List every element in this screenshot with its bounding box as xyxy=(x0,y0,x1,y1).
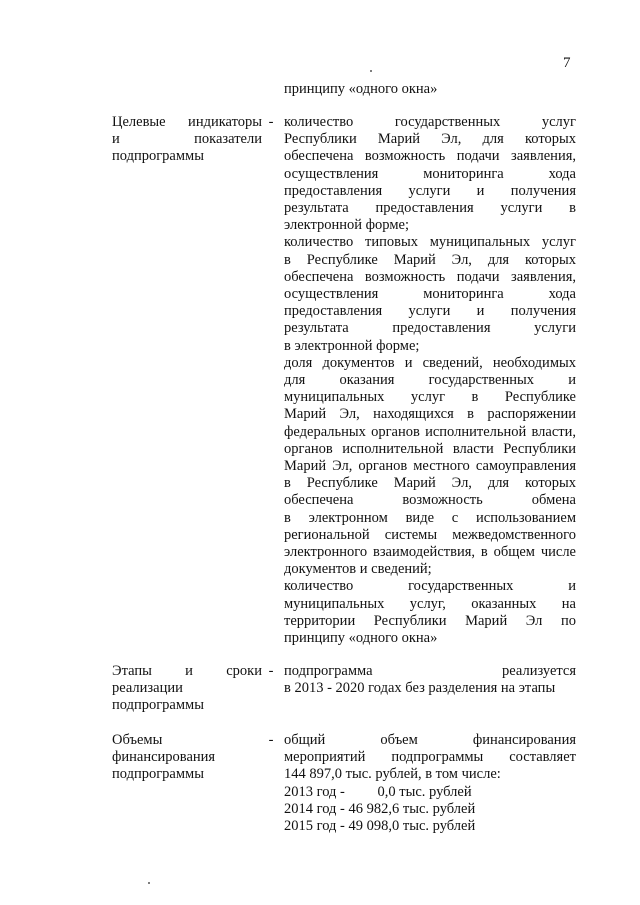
scan-speck xyxy=(148,882,150,884)
value-line: для оказания государственных и xyxy=(284,372,576,389)
value-line: общий объем финансирования xyxy=(284,732,576,748)
value-line: электронной форме; xyxy=(284,217,409,234)
label-line: подпрограммы xyxy=(112,148,204,165)
row-value xyxy=(284,114,576,647)
value-line: Марий Эл, органов местного самоуправления xyxy=(284,458,576,475)
value-line: электронного взаимодействия, в общем числе xyxy=(284,544,576,561)
row-dash: - xyxy=(268,732,274,748)
value-line: в электронном виде с использованием xyxy=(284,509,576,526)
value-line: осуществления мониторинга хода xyxy=(284,286,576,303)
value-line: Республики Марий Эл, для которых xyxy=(284,131,576,148)
value-line: обеспечена возможность подачи заявления, xyxy=(284,148,576,165)
value-line: органов исполнительной власти Республики xyxy=(284,440,576,457)
row-value xyxy=(284,663,576,697)
value-line: осуществления мониторинга хода xyxy=(284,165,576,182)
page-number: 7 xyxy=(563,55,571,71)
value-line: Марий Эл, находящихся в распоряжении xyxy=(284,406,576,423)
continuation-text: принципу «одного окна» xyxy=(284,81,438,97)
value-line: в Республике Марий Эл, для которых xyxy=(284,251,576,268)
label-line: финансирования xyxy=(112,749,216,766)
value-line: 2015 год - 49 098,0 тыс. рублей xyxy=(284,818,476,835)
row-dash: - xyxy=(268,114,274,130)
value-line: обеспечена возможность подачи заявления, xyxy=(284,268,576,285)
row-label xyxy=(112,114,262,166)
label-line: Целевые индикаторы xyxy=(112,114,262,130)
value-line: 144 897,0 тыс. рублей, в том числе: xyxy=(284,766,501,783)
value-line: доля документов и сведений, необходимых xyxy=(284,354,576,371)
value-line: муниципальных услуг, оказанных на xyxy=(284,595,576,612)
row-label xyxy=(112,732,262,784)
value-line: количество государственных услуг xyxy=(284,114,576,130)
value-line: количество государственных и xyxy=(284,578,576,595)
value-line: в 2013 - 2020 годах без разделения на этапы xyxy=(284,680,556,697)
value-line: в электронной форме; xyxy=(284,337,420,354)
value-line: муниципальных услуг в Республике xyxy=(284,389,576,406)
value-line: 2013 год - 0,0 тыс. рублей xyxy=(284,783,472,800)
value-line: федеральных органов исполнительной власти, xyxy=(284,423,576,440)
value-line: предоставления услуги и получения xyxy=(284,303,576,320)
value-line: обеспечена возможность обмена xyxy=(284,492,576,509)
label-line: Этапы и сроки xyxy=(112,663,262,679)
row-label xyxy=(112,663,262,715)
value-line: результата предоставления услуги в xyxy=(284,200,576,217)
value-line: документов и сведений; xyxy=(284,561,432,578)
row-value xyxy=(284,732,576,835)
label-line: Объемы xyxy=(112,732,163,748)
label-line: подпрограммы xyxy=(112,766,204,783)
value-line: принципу «одного окна» xyxy=(284,630,438,647)
value-line: мероприятий подпрограммы составляет xyxy=(284,749,576,766)
value-line: в Республике Марий Эл, для которых xyxy=(284,475,576,492)
scan-speck xyxy=(370,70,372,72)
label-line: реализации xyxy=(112,680,183,697)
value-line: территории Республики Марий Эл по xyxy=(284,612,576,629)
value-line: количество типовых муниципальных услуг xyxy=(284,234,576,251)
row-dash: - xyxy=(268,663,274,679)
label-line: подпрограммы xyxy=(112,697,204,714)
value-line: 2014 год - 46 982,6 тыс. рублей xyxy=(284,800,476,817)
value-line: предоставления услуги и получения xyxy=(284,182,576,199)
label-line: и показатели xyxy=(112,131,262,148)
value-line: подпрограмма реализуется xyxy=(284,663,576,679)
value-line: региональной системы межведомственного xyxy=(284,526,576,543)
value-line: результата предоставления услуги xyxy=(284,320,576,337)
